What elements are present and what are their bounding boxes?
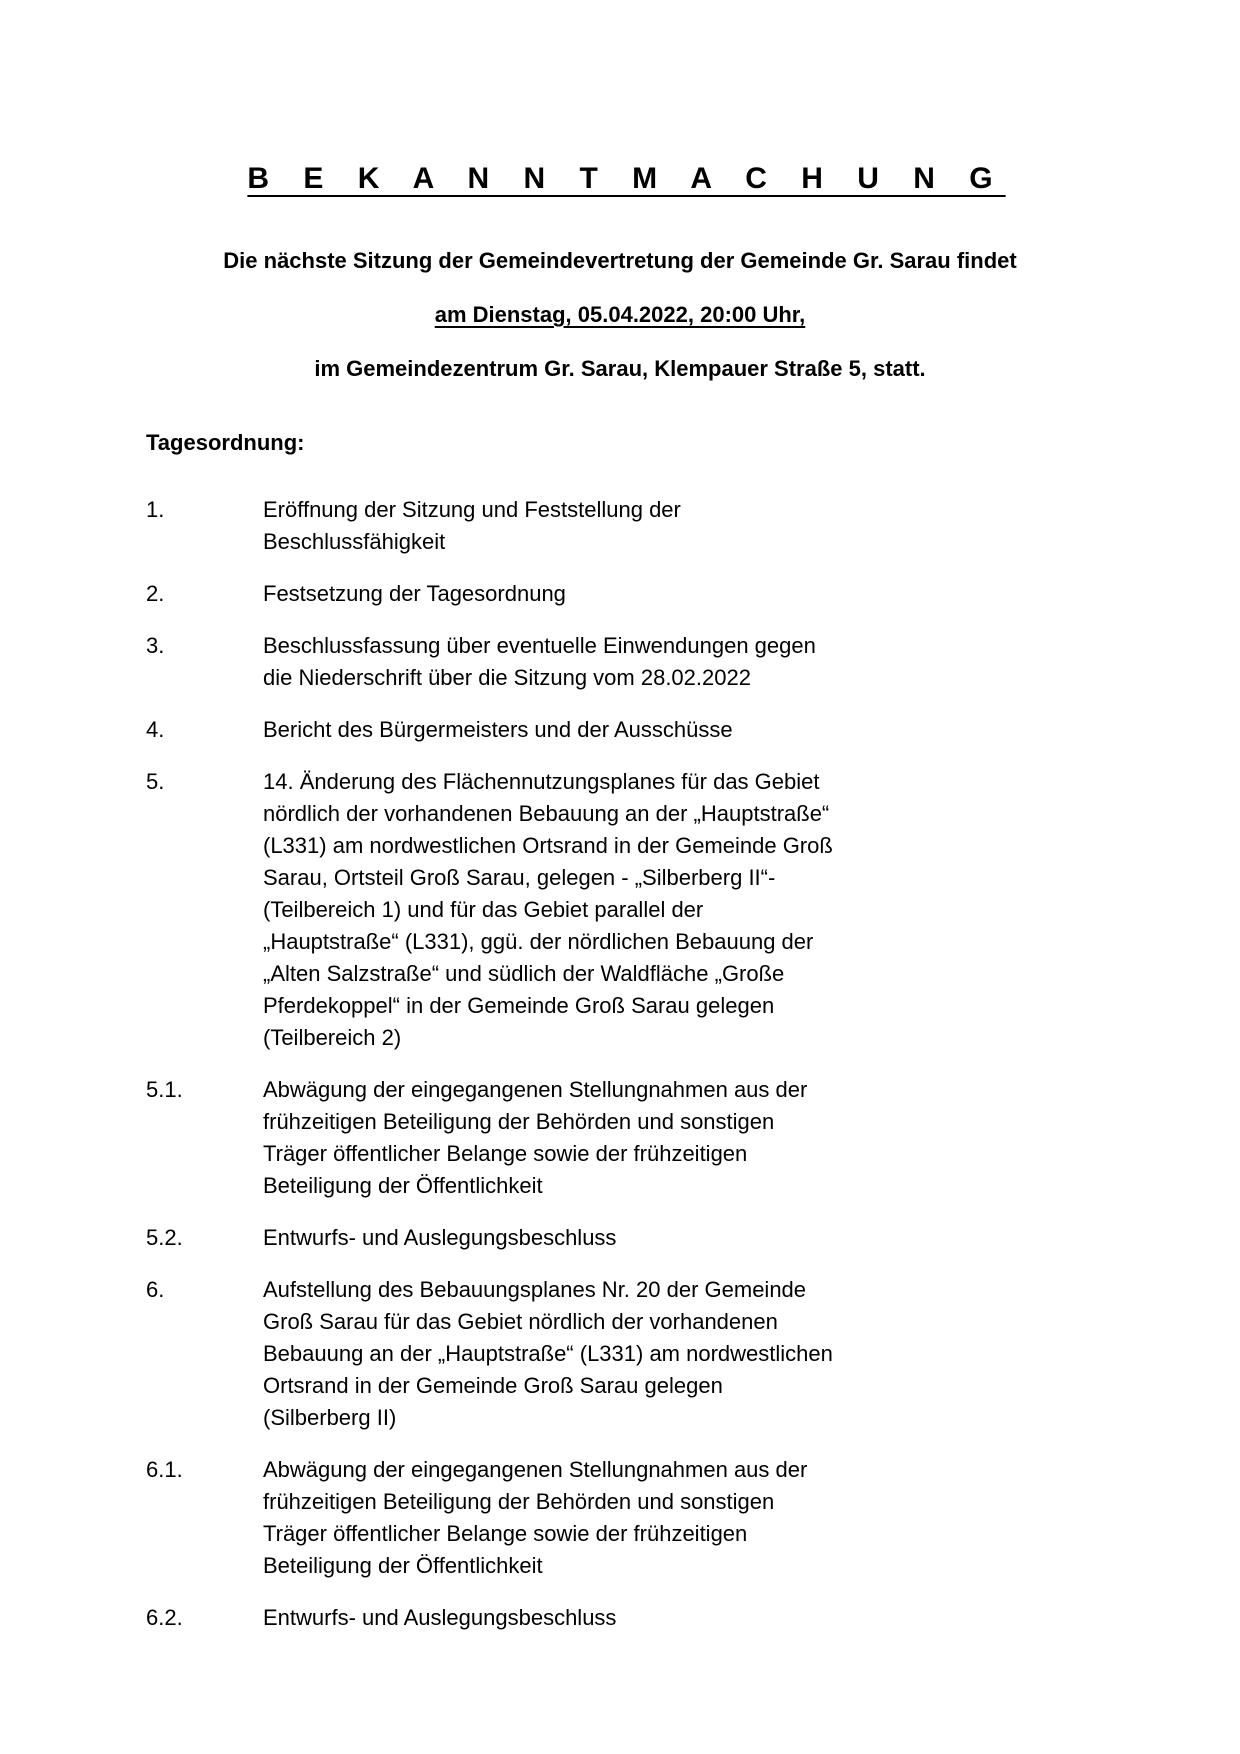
agenda-item-text-line: Pferdekoppel“ in der Gemeinde Groß Sarau gelegen (263, 993, 775, 1018)
agenda-item-number: 2. (146, 581, 165, 606)
agenda-item-number: 6. (146, 1277, 165, 1302)
agenda-item-text-line: (Teilbereich 1) und für das Gebiet parallel der (263, 897, 704, 922)
agenda-item-text-line: Träger öffentlicher Belange sowie der frühzeitigen (263, 1141, 748, 1166)
agenda-item-text (263, 714, 1094, 746)
agenda-item (146, 578, 1094, 610)
agenda-item-text (263, 630, 1094, 694)
agenda-item-text-line: Sarau, Ortsteil Groß Sarau, gelegen - „Silberberg II“- (263, 865, 776, 890)
agenda-item-text-line: Eröffnung der Sitzung und Feststellung der (263, 497, 681, 522)
agenda-item (146, 1222, 1094, 1254)
agenda-item-number: 5.1. (146, 1077, 183, 1102)
meeting-location-line: im Gemeindezentrum Gr. Sarau, Klempauer Straße 5, statt. (314, 356, 926, 381)
agenda-item-text-line: Entwurfs- und Auslegungsbeschluss (263, 1605, 617, 1630)
agenda-item-text-line: frühzeitigen Beteiligung der Behörden und sonstigen (263, 1489, 775, 1514)
agenda-item-text (263, 578, 1094, 610)
meeting-intro-line: Die nächste Sitzung der Gemeindevertretung der Gemeinde Gr. Sarau findet (223, 248, 1017, 273)
agenda-item-text-line: (Silberberg II) (263, 1405, 397, 1430)
agenda-item-text-line: Beteiligung der Öffentlichkeit (263, 1553, 543, 1578)
agenda-item-text-line: Entwurfs- und Auslegungsbeschluss (263, 1225, 617, 1250)
agenda-item-text (263, 494, 1094, 558)
agenda-item-text (263, 1602, 1094, 1634)
agenda-item (146, 714, 1094, 746)
agenda-item-text-line: „Alten Salzstraße“ und südlich der Waldfläche „Große (263, 961, 785, 986)
agenda-item-text (263, 1454, 1094, 1582)
agenda-item-text-line: Groß Sarau für das Gebiet nördlich der vorhandenen (263, 1309, 778, 1334)
agenda-item-text-line: Bericht des Bürgermeisters und der Ausschüsse (263, 717, 733, 742)
agenda-item-text-line: Aufstellung des Bebauungsplanes Nr. 20 der Gemeinde (263, 1277, 807, 1302)
agenda-list (146, 494, 1094, 1634)
document-title: B E K A N N T M A C H U N G (247, 162, 1006, 195)
agenda-item-text-line: Bebauung an der „Hauptstraße“ (L331) am nordwestlichen (263, 1341, 833, 1366)
agenda-item-text-line: Festsetzung der Tagesordnung (263, 581, 566, 606)
agenda-item-text-line: Beschlussfassung über eventuelle Einwendungen gegen (263, 633, 816, 658)
agenda-item-text (263, 1222, 1094, 1254)
agenda-item-text-line: (L331) am nordwestlichen Ortsrand in der Gemeinde Groß (263, 833, 833, 858)
agenda-item-text-line: Ortsrand in der Gemeinde Groß Sarau gelegen (263, 1373, 723, 1398)
agenda-item-text (263, 766, 1094, 1054)
agenda-item-text-line: Abwägung der eingegangenen Stellungnahmen aus der (263, 1457, 808, 1482)
agenda-item-number: 4. (146, 717, 165, 742)
agenda-item-text-line: Abwägung der eingegangenen Stellungnahmen aus der (263, 1077, 808, 1102)
agenda-item-text-line: „Hauptstraße“ (L331), ggü. der nördlichen Bebauung der (263, 929, 814, 954)
agenda-item (146, 1602, 1094, 1634)
agenda-item-text-line: Träger öffentlicher Belange sowie der frühzeitigen (263, 1521, 748, 1546)
agenda-item (146, 1274, 1094, 1434)
agenda-item-text-line: nördlich der vorhandenen Bebauung an der „Hauptstraße“ (263, 801, 830, 826)
agenda-item (146, 630, 1094, 694)
agenda-item-number: 1. (146, 497, 165, 522)
agenda-item-text (263, 1274, 1094, 1434)
agenda-item-text-line: die Niederschrift über die Sitzung vom 28.02.2022 (263, 665, 751, 690)
agenda-item-text (263, 1074, 1094, 1202)
agenda-item-number: 5. (146, 769, 165, 794)
agenda-item-number: 6.2. (146, 1605, 183, 1630)
agenda-item (146, 1454, 1094, 1582)
agenda-item (146, 1074, 1094, 1202)
meeting-datetime-line: am Dienstag, 05.04.2022, 20:00 Uhr, (434, 302, 806, 327)
agenda-item-number: 3. (146, 633, 165, 658)
agenda-item (146, 766, 1094, 1054)
agenda-item (146, 494, 1094, 558)
agenda-item-number: 5.2. (146, 1225, 183, 1250)
agenda-item-number: 6.1. (146, 1457, 183, 1482)
agenda-item-text-line: frühzeitigen Beteiligung der Behörden und sonstigen (263, 1109, 775, 1134)
agenda-item-text-line: Beteiligung der Öffentlichkeit (263, 1173, 543, 1198)
agenda-heading: Tagesordnung: (146, 430, 305, 455)
agenda-item-text-line: 14. Änderung des Flächennutzungsplanes für das Gebiet (263, 769, 820, 794)
agenda-item-text-line: (Teilbereich 2) (263, 1025, 402, 1050)
agenda-item-text-line: Beschlussfähigkeit (263, 529, 446, 554)
